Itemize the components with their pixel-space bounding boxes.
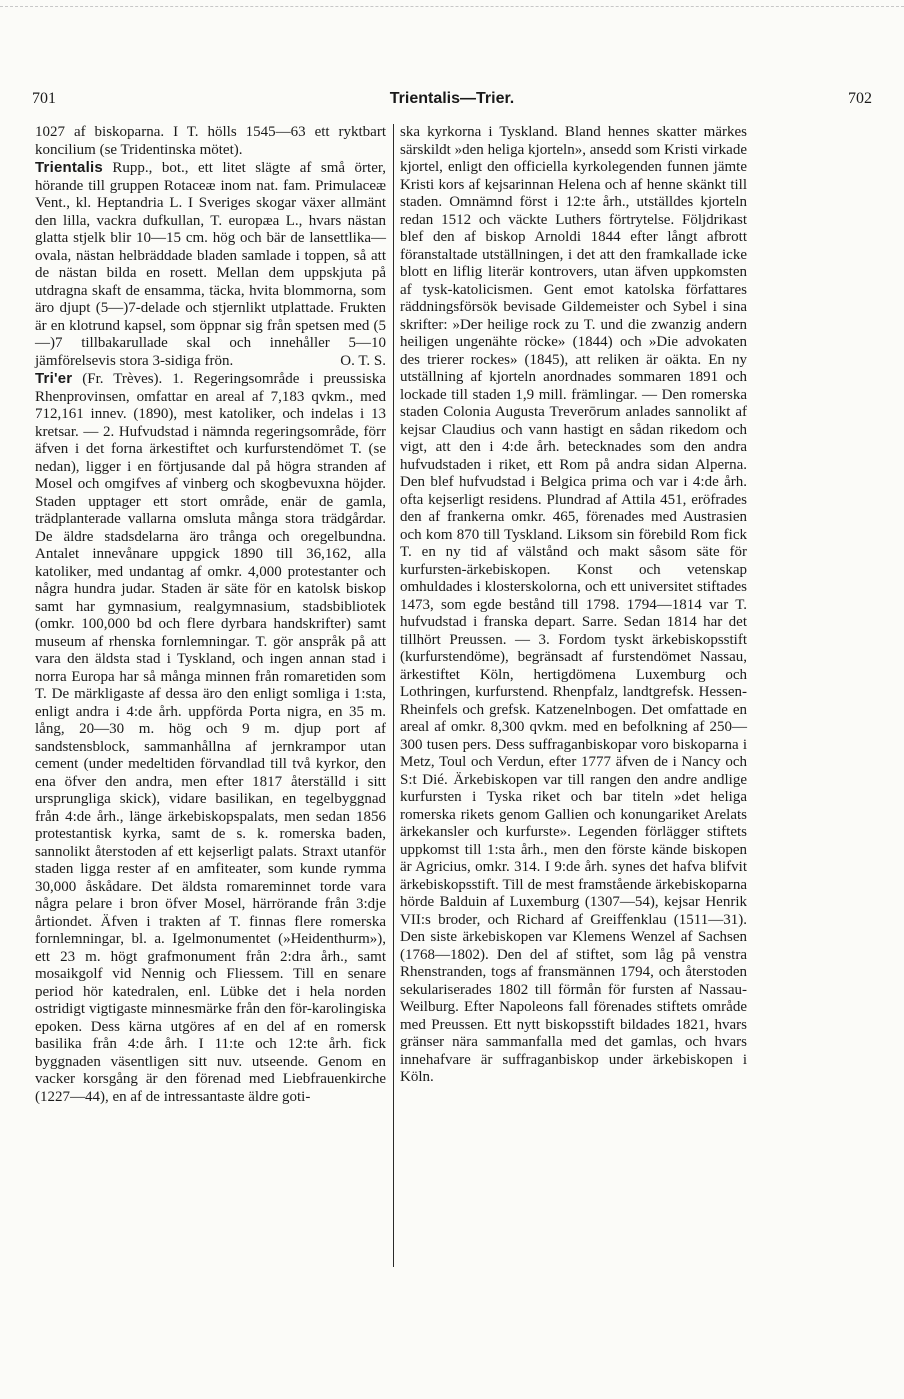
page-number-right: 702 xyxy=(848,90,872,107)
entry-trier xyxy=(35,370,386,1106)
continued-paragraph: 1027 af biskoparna. I T. hölls 1545—63 ett ryktbart koncilium (se Tridentinska mötet). xyxy=(35,124,386,158)
running-title: Trientalis—Trier. xyxy=(389,90,515,107)
author-signature: O. T. S. xyxy=(340,352,386,369)
left-column xyxy=(35,124,386,1106)
page-header xyxy=(32,88,872,110)
top-edge-rule xyxy=(0,6,904,7)
column-divider xyxy=(393,124,394,1267)
page-number-left: 701 xyxy=(32,90,56,107)
headword-trientalis: Trientalis xyxy=(35,159,103,176)
entry-trier-text: (Fr. Trèves). 1. Regeringsområde i preussiska Rhenprovinsen, omfattar en areal af 7,183 qvkm., med 712,161 innev. (1890), mest katoliker, och indelas i 13 kretsar. — 2. Hufvudstad i nämnda regeringsområde, förr äfven i det forna ärkestiftet och kurfurstendömet T. (se nedan), ligger i en förtjusande dal på högra stranden af Mosel och omgifves af vinberg och skogbevuxna höjder. Staden upptager ett stort område, enär de gamla, trädplanterade vallarna omsluta många stora trädgårdar. De äldre stadsdelarna äro trånga och oregelbundna. Antalet innevånare uppgick 1890 till 36,162, alla katoliker, med undantag af omkr. 4,000 protestanter och några hundra judar. Staden är säte för en katolsk biskop samt har gymnasium, realgymnasium, stadsbibliotek (omkr. 100,000 bd och flere dyrbara handskrifter) samt museum af rhenska fornlemningar. T. gör anspråk på att vara den äldsta stad i Tyskland, och ingen annan stad i norra Europa har så många minnen från romaretiden som T. De märkligaste af dessa äro den enligt somliga i 1:sta, enligt andra i 4:de årh. uppförda Porta nigra, en 35 m. lång, 20—30 m. hög och 9 m. djup port af sandstensblock, sammanhållna af jernkrampor utan cement (under medeltiden förvandlad till två kyrkor, den ena öfver den andra, men efter 1817 återställd i sitt ursprungliga skick), vidare basilikan, en tegelbyggnad från 4:de årh., länge ärkebiskopspalats, men sedan 1856 protestantisk kyrka, samt de s. k. romerska baden, sannolikt återstoden af ett kejserligt palats. Straxt utanför staden ligga rester af en amfiteater, som kunde rymma 30,000 åskådare. Det äldsta romareminnet torde vara några pelare i bron öfver Mosel, härrörande från 3:dje årtiondet. Äfven i trakten af T. finnas flere romerska fornlemningar, bl. a. Igelmonumentet (»Heidenthurm»), ett 23 m. högt grafmonument från 2:dra årh., samt mosaikgolf vid Nennig och Fliessem. Till en senare period hör katedralen, enl. Lübke det i hela norden ostridigt vigtigaste minnesmärke från den för-karolingiska epoken. Dess kärna utgöres af en del af en romersk basilika från 4:de årh. I 11:te och 12:te årh. fick byggnaden väsentligen sitt nuv. utseende. Genom en vacker korsgång är den förenad med Liebfrauenkirche (1227—44), en af de intressantaste äldre goti- xyxy=(35,371,386,1105)
right-column xyxy=(400,124,747,1087)
headword-trier: Tri'er xyxy=(35,370,73,387)
entry-trientalis xyxy=(35,159,386,370)
entry-trientalis-text: Rupp., bot., ett litet slägte af små örter, hörande till gruppen Rotaceæ inom nat. fam. Primulaceæ Vent., kl. Heptandria L. I Sveriges skogar växer allmänt den lilla, vackra dufkullan, T. europæa L., hvars nästan glatta stjelk blir 10—15 cm. hög och bär de lansettlika—ovala, nästan helbräddade bladen samlade i toppen, så att de nästan bilda en rosett. Mellan dem uppskjuta på utdragna skaft de ensamma, täcka, hvita blommorna, som äro djupt (5—)7-delade och stjernlikt utplattade. Frukten är en klotrund kapsel, som öppnar sig från spetsen med (5—)7 tillbakarullade skal och innehåller 5—10 jämförelsevis stora 3-sidiga frön. xyxy=(35,160,386,369)
entry-trier-continued: ska kyrkorna i Tyskland. Bland hennes skatter märkes särskildt »den heliga kjorteln», ansedd som Kristi virkade kjortel, enligt den officiella kyrkolegenden funnen jämte Kristi kors af kejsarinnan Helena och af henne skänkt till staden. Omnämnd först i 12:te årh., utställdes kjorteln redan 1512 och väckte Luthers förtrytelse. Följdrikast blef den af biskop Arnoldi 1844 efter långt afbrott föranstaltade utställningen, i det att den framkallade icke blott en liflig literär kontrovers, utan äfven uppkomsten af tysk-katolicismen. Gent emot katolska författares räddningsförsök bevisade Gildemeister och Sybel i sina skrifter: »Der heilige rock zu T. und die zwanzig andern heiligen ungenähte röcke» (1844) och »Die advokaten des trierer rockes» (1845), att reliken är oäkta. En ny utställning af kjorteln anordnades sommaren 1891 och lockade till staden 1,9 mill. främlingar. — Den romerska staden Colonia Augusta Treverōrum anlades sannolikt af kejsar Claudius och vann hastigt en sådan rikedom och vigt, att den i 4:de årh. betecknades som den andra hufvudstaden i riket, ett Rom på andra sidan Alperna. Den blef hufvudstad i Belgica prima och var i 4:de årh. ofta kejserligt residens. Plundrad af Attila 451, eröfrades den af frankerna omkr. 465, förenades med Austrasien och kom 870 till Tyskland. Liksom sin förebild Rom fick T. en ny tid af välstånd och makt såsom säte för kurfursten-ärkebiskopen. Konst och vetenskap omhuldades i klosterskolorna, och ett universitet stiftades 1473, som egde bestånd till 1798. 1794—1814 var T. hufvudstad i franska depart. Sarre. Sedan 1814 har det tillhört Preussen. — 3. Fordom tyskt ärkebiskopsstift (kurfurstendöme), begränsadt af furstendömet Nassau, ärkestiftet Köln, hertigdömena Luxemburg och Lothringen, kurfurstend. Rhenpfalz, landtgrefsk. Hessen-Rheinfels och grefsk. Katzenelnbogen. Det omfattade en areal af omkr. 8,300 qvkm. med en befolkning af 250—300 tusen pers. Dess suffraganbiskopar voro biskoparna i Metz, Toul och Verdun, efter 1777 äfven de i Nancy och S:t Dié. Ärkebiskopen var till rangen den andre andlige kurfursten i Tyska riket och bar titeln »det heliga romerska rikets genom Gallien och konungariket Arelats ärkekansler och kurfurste». Legenden förlägger stiftets uppkomst till 1:sta årh., men den förste kände biskopen är Agricius, omkr. 314. I 9:de årh. synes det hafva blifvit ärkebiskopsstift. Till de mest framstående ärkebiskoparna hörde Balduin af Luxemburg (1307—54), kejsar Henrik VII:s broder, och Richard af Greiffenklau (1511—31). Den siste ärkebiskopen var Klemens Wenzel af Sachsen (1768—1802). Den del af stiftet, som låg på venstra Rhenstranden, togs af fransmännen 1794, och återstoden sekulariserades 1802 till förmån för fursten af Nassau-Weilburg. Efter Napoleons fall förenades stiftets område med Preussen. Ett nytt biskopsstift bildades 1821, hvars gränser nära sammanfalla med det gamlas, och hvars innehafvare är suffraganbiskop under ärkebiskopen i Köln. xyxy=(400,124,747,1085)
